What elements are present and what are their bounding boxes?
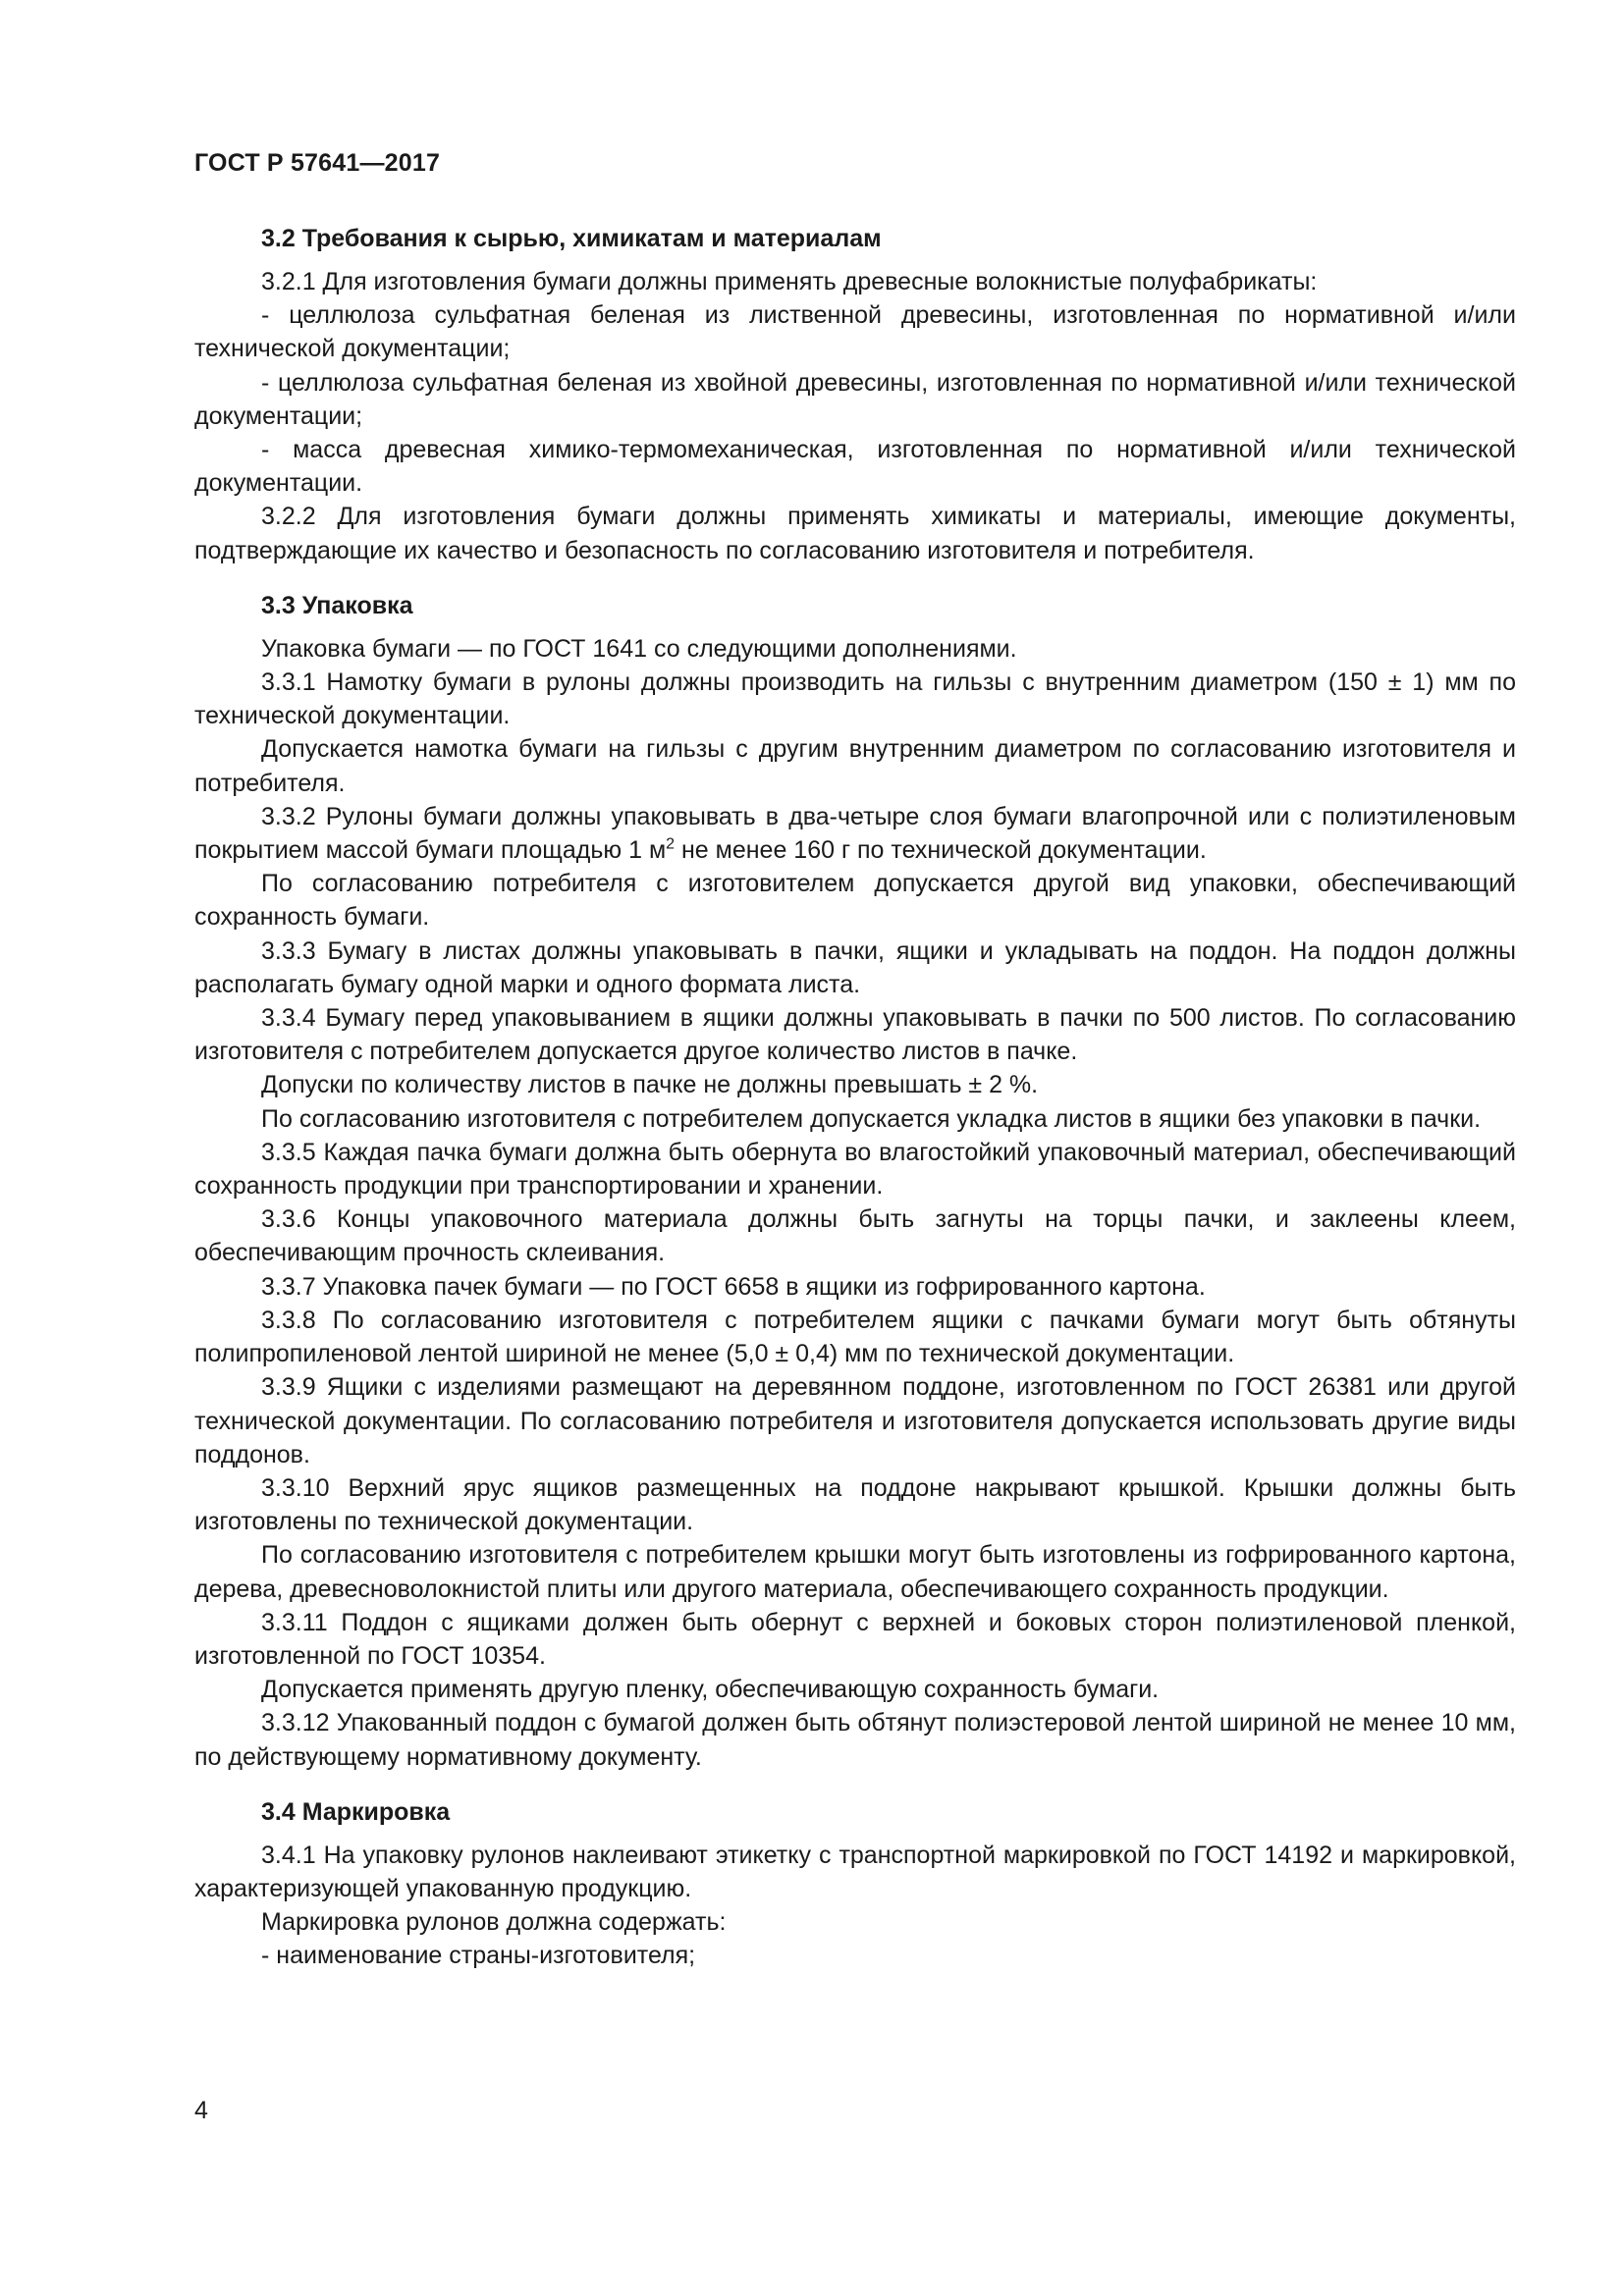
paragraph-text: 3.3.2 Рулоны бумаги должны упаковывать в два-четыре слоя бумаги влагопрочной или с полиэтиленовым покрытием массой бумаги площадью 1 м (194, 802, 1516, 865)
paragraph: 3.3.9 Ящики с изделиями размещают на деревянном поддоне, изготовленном по ГОСТ 26381 или другой технической документации. По согласованию потребителя и изготовителя допускается использовать другие виды поддонов. (194, 1373, 1516, 1468)
list-item: - целлюлоза сульфатная беленая из лиственной древесины, изготовленная по нормативной и/или технической документации; (194, 301, 1516, 363)
paragraph (194, 800, 1516, 867)
paragraph-text: не менее 160 г по технической документации. (675, 836, 1207, 865)
paragraph: 3.3.3 Бумагу в листах должны упаковывать в пачки, ящики и укладывать на поддон. На поддон должны располагать бумагу одной марки и одного формата листа. (194, 936, 1516, 998)
paragraph: 3.3.6 Концы упаковочного материала должны быть загнуты на торцы пачки, и заклеены клеем, обеспечивающим прочность склеивания. (194, 1205, 1516, 1267)
paragraph: Допускается применять другую пленку, обеспечивающую сохранность бумаги. (261, 1676, 1160, 1704)
paragraph: По согласованию потребителя с изготовителем допускается другой вид упаковки, обеспечивающий сохранность бумаги. (194, 870, 1516, 932)
paragraph: 3.3.8 По согласованию изготовителя с потребителем ящики с пачками бумаги могут быть обтянуты полипропиленовой лентой шириной не менее (5,0 ± 0,4) мм по технической документации. (194, 1306, 1516, 1368)
paragraph: По согласованию изготовителя с потребителем крышки могут быть изготовлены из гофрированного картона, дерева, древесноволокнистой плиты или другого материала, обеспечивающего сохранность продукции. (194, 1541, 1516, 1603)
section-heading-3-4: 3.4 Маркировка (261, 1797, 451, 1826)
section-heading-3-2: 3.2 Требования к сырью, химикатам и материалам (261, 225, 882, 252)
paragraph: 3.2.2 Для изготовления бумаги должны применять химикаты и материалы, имеющие документы, подтверждающие их качество и безопасность по согласованию изготовителя и потребителя. (194, 503, 1516, 564)
list-item: - наименование страны-изготовителя; (261, 1942, 696, 1970)
paragraph: Допуски по количеству листов в пачке не должны превышать ± 2 %. (261, 1071, 1039, 1099)
paragraph: Упаковка бумаги — по ГОСТ 1641 со следующими дополнениями. (261, 634, 1017, 663)
section-heading-3-3: 3.3 Упаковка (261, 591, 413, 619)
paragraph: Маркировка рулонов должна содержать: (261, 1908, 727, 1937)
document-body (194, 222, 1516, 1973)
paragraph: Допускается намотка бумаги на гильзы с другим внутренним диаметром по согласованию изготовителя и потребителя. (194, 735, 1516, 797)
paragraph: 3.3.11 Поддон с ящиками должен быть обернут с верхней и боковых сторон полиэтиленовой пленкой, изготовленной по ГОСТ 10354. (194, 1608, 1516, 1670)
paragraph: По согласованию изготовителя с потребителем допускается укладка листов в ящики без упаковки в пачки. (261, 1104, 1482, 1133)
superscript: 2 (666, 835, 676, 853)
page-number: 4 (194, 2097, 208, 2124)
list-item: - масса древесная химико-термомеханическая, изготовленная по нормативной и/или технической документации. (194, 436, 1516, 498)
document-header: ГОСТ Р 57641—2017 (194, 149, 441, 177)
paragraph: 3.2.1 Для изготовления бумаги должны применять древесные волокнистые полуфабрикаты: (261, 268, 1318, 295)
paragraph: 3.3.1 Намотку бумаги в рулоны должны производить на гильзы с внутренним диаметром (150 ± 1) мм по технической документации. (194, 668, 1516, 730)
paragraph: 3.3.5 Каждая пачка бумаги должна быть обернута во влагостойкий упаковочный материал, обеспечивающий сохранность продукции при транспортировании и хранении. (194, 1138, 1516, 1201)
paragraph: 3.3.10 Верхний ярус ящиков размещенных на поддоне накрывают крышкой. Крышки должны быть изготовлены по технической документации. (194, 1473, 1516, 1536)
paragraph: 3.4.1 На упаковку рулонов наклеивают этикетку с транспортной маркировкой по ГОСТ 14192 и маркировкой, характеризующей упакованную продукцию. (194, 1841, 1516, 1902)
paragraph: 3.3.4 Бумагу перед упаковыванием в ящики должны упаковывать в пачки по 500 листов. По согласованию изготовителя с потребителем допускается другое количество листов в пачке. (194, 1004, 1516, 1066)
paragraph: 3.3.7 Упаковка пачек бумаги — по ГОСТ 6658 в ящики из гофрированного картона. (261, 1272, 1206, 1301)
list-item: - целлюлоза сульфатная беленая из хвойной древесины, изготовленная по нормативной и/или технической документации; (194, 368, 1516, 430)
paragraph: 3.3.12 Упакованный поддон с бумагой должен быть обтянут полиэстеровой лентой шириной не менее 10 мм, по действующему нормативному документу. (194, 1709, 1516, 1771)
